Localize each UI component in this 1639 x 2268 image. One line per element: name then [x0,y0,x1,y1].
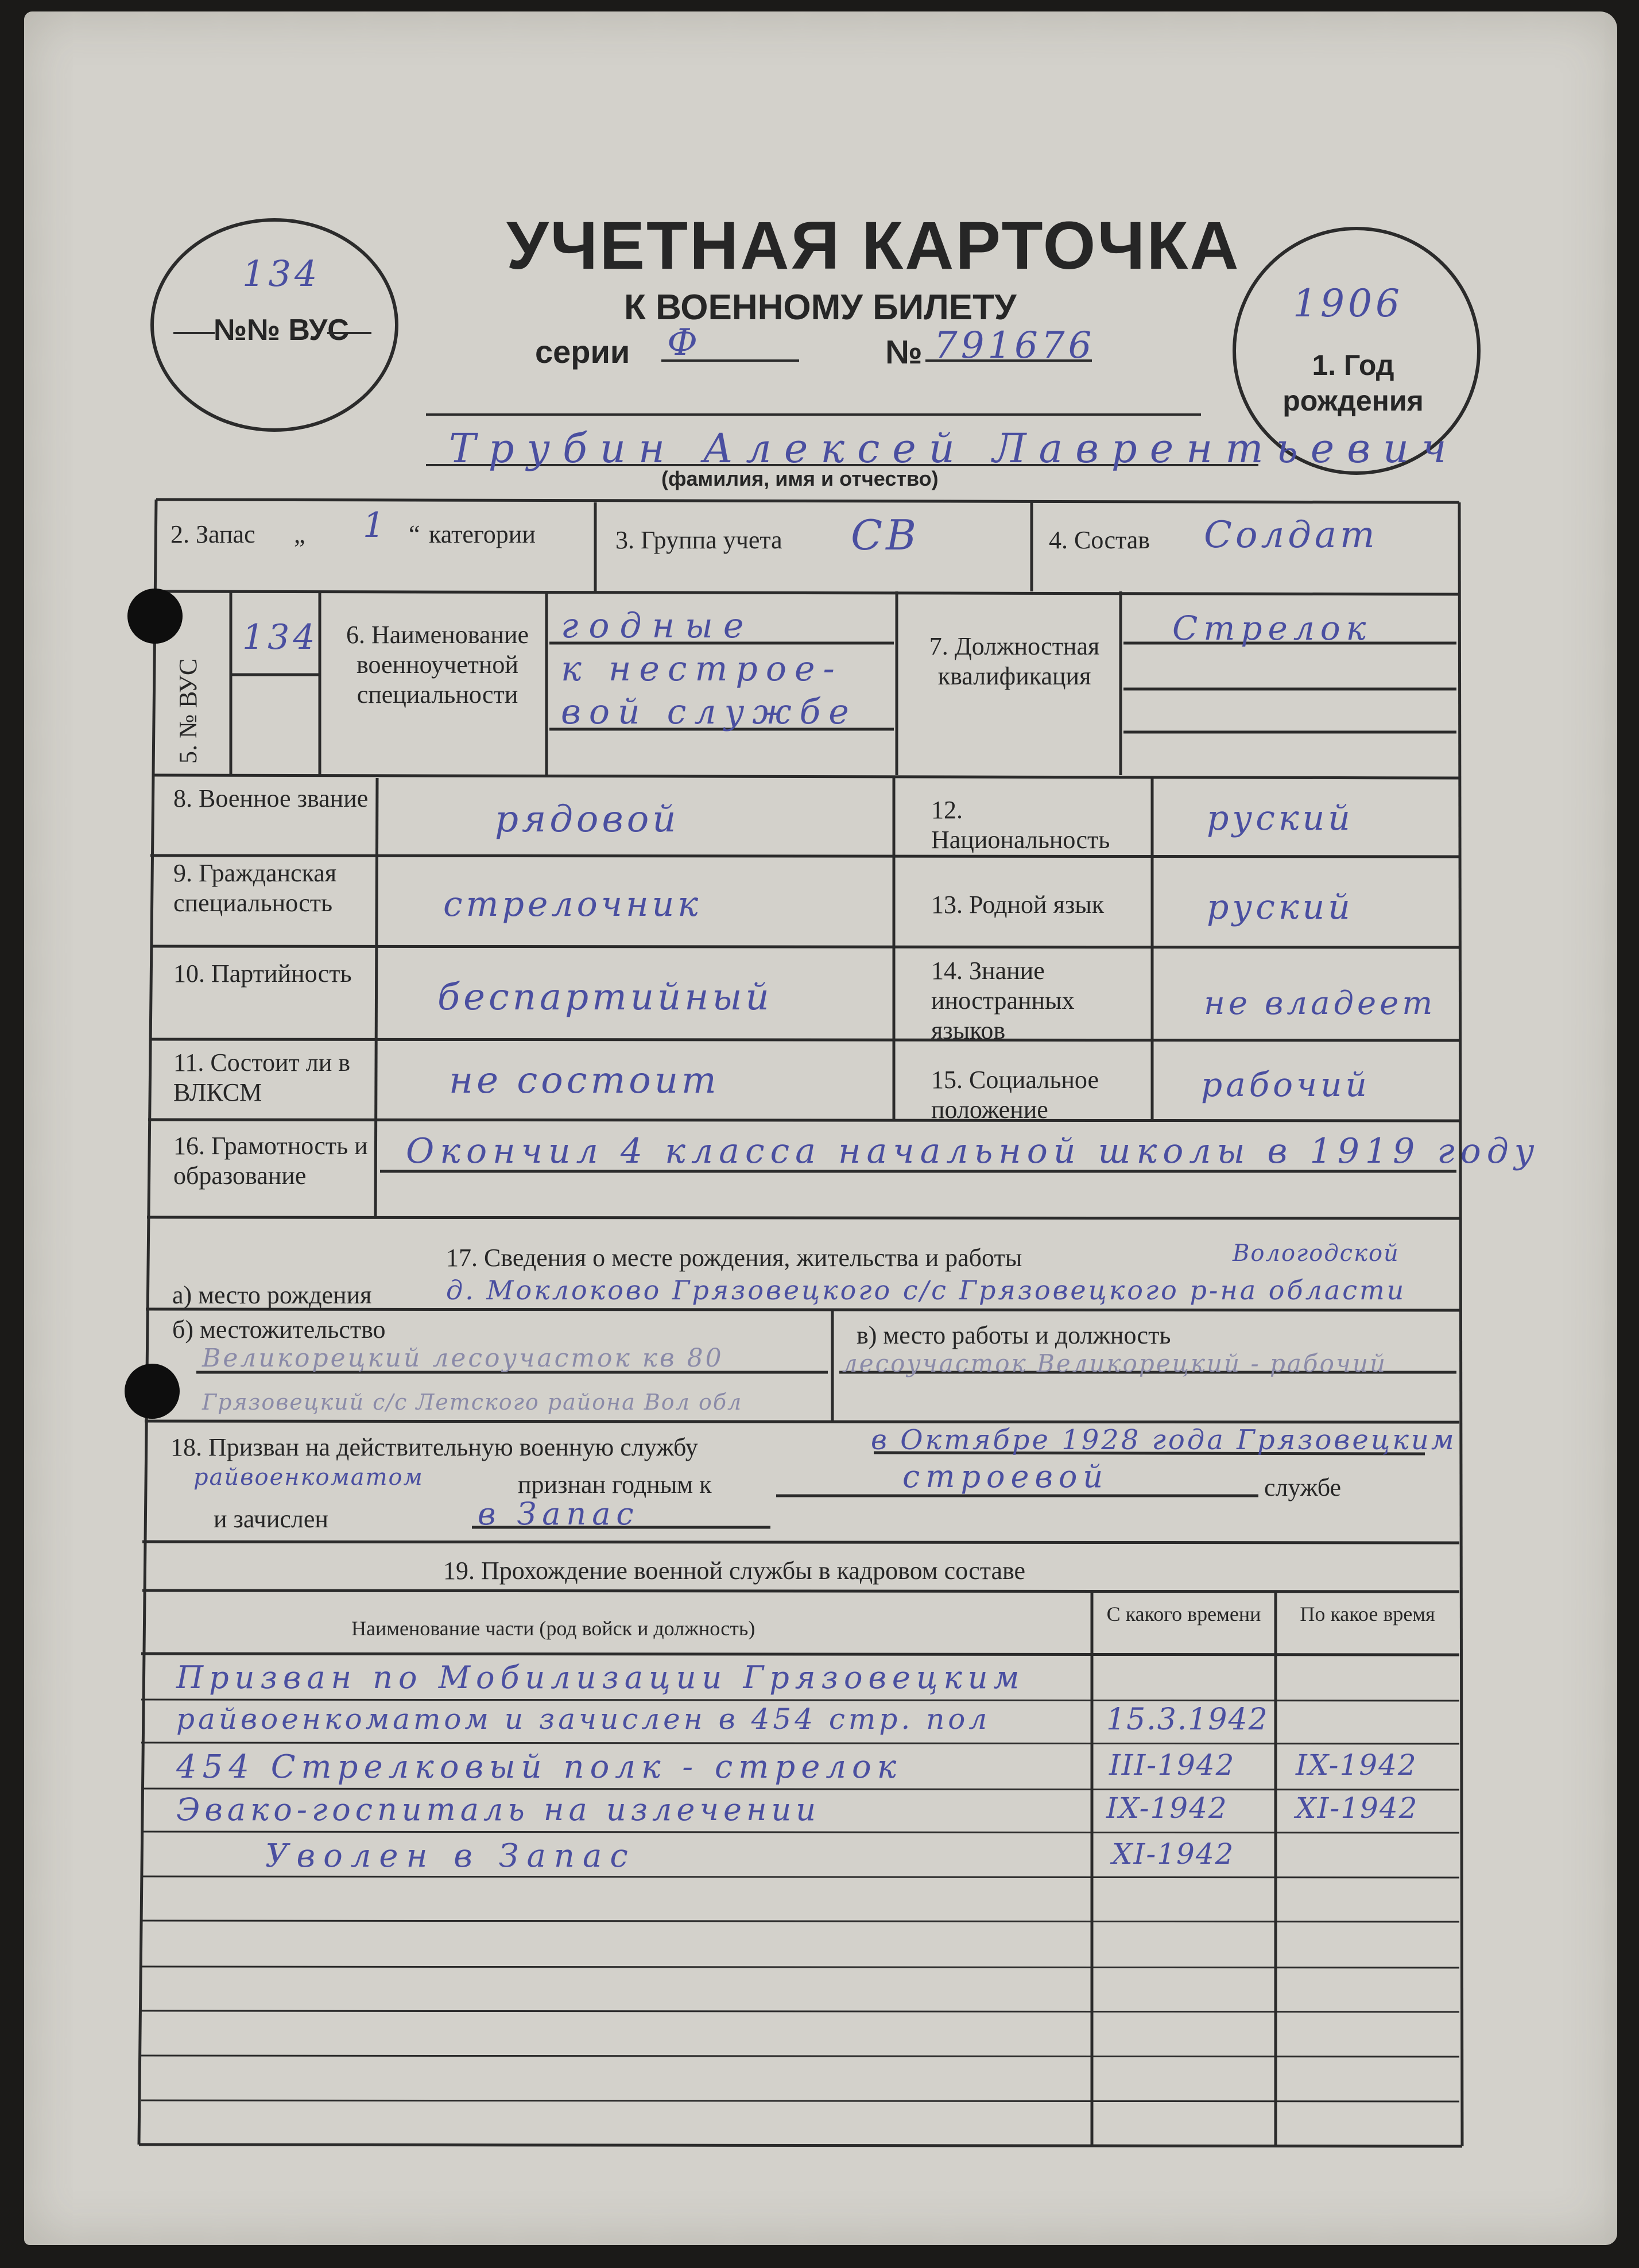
birth-year-label: 1. Год рождения [1282,349,1424,417]
zapas-label: 2. Запас [171,520,255,548]
spec-name-label: 6. Наименование военноучетной специальности [346,621,529,709]
series-value: Ф [667,322,702,364]
s19-col1-header: Наименование части (род войск и должность) [351,1617,755,1640]
residence-line-1: Великорецкий лесоучасток кв 80 [202,1344,724,1373]
f10-value: беспартийный [437,976,773,1019]
vus-block-value: 134 [242,617,319,657]
f12-value: руский [1207,798,1354,838]
page-title: УЧЕТНАЯ КАРТОЧКА [506,208,1241,284]
vus-circle-value: 134 [242,253,321,295]
f10-label: 10. Партийность [173,959,352,988]
f11-value: не состоит [449,1059,720,1102]
f14-value: не владеет [1204,985,1436,1022]
record-card [24,11,1617,2245]
spec-name-line-1: годные [561,606,754,646]
work-label: в) место работы и должность [857,1321,1171,1349]
birthplace-value: д. Моклоково Грязовецкого с/с Грязовецкого р-на области [446,1275,1406,1306]
f16-label: 16. Грамотность и образование [173,1132,368,1190]
spec-name-line-3: вой службе [561,692,857,732]
f9-value: стрелочник [443,884,702,924]
birthplace-label: а) место рождения [172,1281,372,1309]
vus-circle-label: №№ ВУС [214,314,349,347]
residence-line-2: Грязовецкий с/с Летского района Вол обл [202,1390,743,1415]
zapas-quote-open: „ [294,520,305,548]
s19-row-1-text: Призван по Мобилизации Грязовецким [176,1659,1025,1696]
number-value: 791676 [934,324,1095,367]
s19-col3-header: По какое время [1300,1603,1435,1625]
qual-value: Стрелок [1172,609,1372,648]
qual-label: 7. Должностная квалификация [929,632,1100,690]
s19-row-3-from: III-1942 [1109,1748,1235,1782]
sostav-label: 4. Состав [1049,526,1150,554]
zachislen-label: и зачислен [214,1505,328,1533]
work-value: лесоучасток Великорецкий - рабочий [842,1349,1388,1377]
s18-line1-value: в Октябре 1928 года Грязовецким [871,1424,1456,1456]
f8-value: рядовой [495,798,680,841]
punch-hole-top [127,589,183,644]
series-label: серии [535,334,630,370]
fio-value: Трубин Алексей Лаврентьевич [449,425,1459,472]
s19-row-5-text: Уволен в Запас [265,1837,636,1875]
spec-name-line-2: к нестрое- [561,649,843,689]
s19-row-4-from: IX-1942 [1106,1791,1228,1825]
vus-circle-rule [173,330,374,336]
s19-col2-header: С какого времени [1106,1603,1261,1625]
residence-label: б) местожительство [172,1315,386,1344]
s19-row-4-text: Эвако-госпиталь на излечении [176,1791,821,1828]
godnym-label: признан годным к [518,1470,712,1499]
zapas-quote-close: “ [409,520,420,548]
f15-value: рабочий [1201,1065,1370,1104]
f13-value: руский [1207,887,1354,927]
f13-label: 13. Родной язык [931,891,1105,919]
s19-row-5-from: XI-1942 [1112,1837,1235,1871]
godnym-value: строевой [902,1458,1109,1495]
s18-line2-value: райвоенкоматом [193,1464,424,1491]
f9-label: 9. Гражданская специальность [173,859,337,917]
punch-hole-bottom [125,1364,180,1419]
kategorii-label: категории [429,520,536,548]
gruppa-value: СВ [851,511,920,559]
gruppa-label: 3. Группа учета [615,526,782,554]
zachislen-value: в Запас [478,1496,640,1532]
s19-row-4-to: XI-1942 [1296,1791,1419,1825]
birth-year-value: 1906 [1293,281,1403,326]
s17-title: 17. Сведения о месте рождения, жительства и работы [446,1244,1022,1272]
f12-label: 12. Национальность [931,796,1110,854]
vus-block-label: 5. № ВУС [174,658,202,764]
page-subtitle: К ВОЕННОМУ БИЛЕТУ [624,288,1017,327]
s19-row-2-text: райвоенкоматом и зачислен в 454 стр. пол [176,1702,991,1736]
f8-label: 8. Военное звание [173,784,369,812]
zapas-value: 1 [363,505,389,545]
s19-row-2-from: 15.3.1942 [1106,1702,1269,1737]
sostav-value: Солдат [1204,514,1378,556]
s18-line1-label: 18. Призван на действительную военную службу [171,1433,698,1461]
sluzhbe-label: службе [1264,1473,1342,1501]
s17-region-note: Вологодской [1233,1240,1400,1267]
f15-label: 15. Социальное положение [931,1066,1099,1124]
s19-row-3-text: 454 Стрелковый полк - стрелок [176,1748,902,1786]
f14-label: 14. Знание иностранных языков [931,957,1075,1044]
f11-label: 11. Состоит ли в ВЛКСМ [173,1048,351,1106]
s19-row-3-to: IX-1942 [1296,1748,1417,1782]
number-label: № [885,334,923,371]
s19-title: 19. Прохождение военной службы в кадровом составе [443,1557,1026,1585]
f16-value: Окончил 4 класса начальной школы в 1919 году [406,1131,1540,1171]
fio-caption: (фамилия, имя и отчество) [661,467,939,490]
